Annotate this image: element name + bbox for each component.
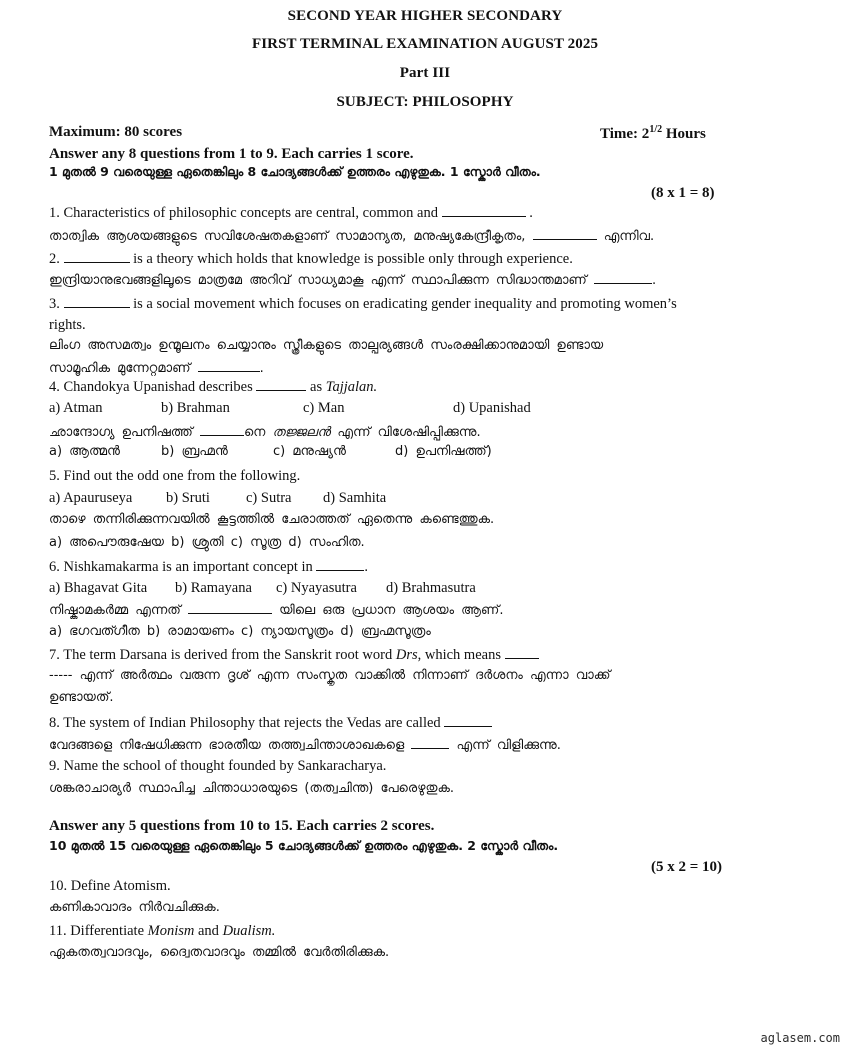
answer-blank <box>594 271 652 284</box>
question-1: 1. Characteristics of philosophic concepts are central, common and . <box>49 205 533 221</box>
option-a: a) Apauruseya <box>49 490 133 506</box>
answer-blank <box>316 558 364 571</box>
question-9: 9. Name the school of thought founded by Sankaracharya. <box>49 758 387 774</box>
source-watermark: aglasem.com <box>760 1031 840 1045</box>
section2-instruction-ml: 10 മുതൽ 15 വരെയുള്ള ഏതെങ്കിലും 5 ചോദ്യങ്ങൾക്ക് ഉത്തരം എഴുതുക. 2 സ്കോർ വീതം. <box>49 838 559 853</box>
time-allowed: Time: $2^{1/2}$ Hours <box>600 124 706 142</box>
question-11: 11. Differentiate Monism and Dualism. <box>49 923 276 939</box>
question-4-options <box>49 400 609 417</box>
answer-blank <box>64 250 130 263</box>
question-2-ml: ഇന്ദ്രിയാനുഭവങ്ങളിലൂടെ മാത്രമേ അറിവ് സാധ്യമാകൂ എന്ന് സ്ഥാപിക്കുന്ന സിദ്ധാന്തമാണ് . <box>49 273 657 288</box>
question-7-ml: ----- എന്ന് അർത്ഥം വരുന്ന ദൃശ് എന്ന സംസ്കൃത വാക്കിൽ നിന്നാണ് ദർശനം എന്നാ വാക്ക് <box>49 668 611 683</box>
question-10: 10. Define Atomism. <box>49 878 171 894</box>
question-9-ml: ശങ്കരാചാര്യർ സ്ഥാപിച്ച ചിന്താധാരയുടെ (തത്വചിന്ത) പേരെഴുതുക. <box>49 781 454 796</box>
question-8: 8. The system of Indian Philosophy that rejects the Vedas are called <box>49 714 492 732</box>
option-d: d) Samhita <box>323 490 387 506</box>
option-c: c) Sutra <box>246 490 292 506</box>
option-a: a) Atman <box>49 400 103 416</box>
question-5: 5. Find out the odd one from the following. <box>49 468 301 484</box>
question-5-options-ml: a) അപൌരുഷേയ b) ശ്രുതി c) സൂത്ര d) സംഹിത. <box>49 535 365 550</box>
question-3: 3. is a social movement which focuses on eradicating gender inequality and promoting women’s <box>49 296 677 312</box>
exam-part: Part III <box>399 65 451 81</box>
answer-blank <box>442 204 526 217</box>
exam-subject: SUBJECT: PHILOSOPHY <box>336 94 514 110</box>
question-4-ml: ഛാന്ദോഗ്യ ഉപനിഷത്ത് നെ തജ്ജലൻ എന്ന് വിശേഷിപ്പിക്കുന്നു. <box>49 425 481 440</box>
exam-title: SECOND YEAR HIGHER SECONDARY <box>287 8 563 24</box>
maximum-score: Maximum: 80 scores <box>49 124 183 140</box>
exam-name: FIRST TERMINAL EXAMINATION AUGUST 2025 <box>251 36 599 52</box>
question-3-cont: rights. <box>49 317 86 333</box>
option-d: d) Brahmasutra <box>386 580 476 596</box>
option-b: b) Sruti <box>166 490 210 506</box>
answer-blank <box>505 646 539 659</box>
question-5-options <box>49 490 386 507</box>
option-b: b) Brahman <box>161 400 230 416</box>
question-10-ml: കണികാവാദം നിർവചിക്കുക. <box>49 900 220 915</box>
option-a: a) Bhagavat Gita <box>49 580 148 596</box>
question-1-ml: താത്വിക ആശയങ്ങളുടെ സവിശേഷതകളാണ് സാമാന്യത, മനുഷ്യകേന്ദ്രീകൃതം, എന്നിവ. <box>49 229 655 244</box>
answer-blank <box>200 423 244 436</box>
question-5-ml: താഴെ തന്നിരിക്കുന്നവയിൽ കൂട്ടത്തിൽ ചേരാത്തത് ഏതെന്നു കണ്ടെത്തുക. <box>49 512 495 527</box>
answer-blank <box>198 359 260 372</box>
question-3-ml-cont: സാമൂഹിക മുന്നേറ്റമാണ് . <box>49 361 264 376</box>
question-4-options-ml: a) ആത്മൻ b) ബ്രഹ്മൻ c) മനുഷ്യൻ d) ഉപനിഷത്ത്) <box>49 444 492 459</box>
option-c: c) Man <box>303 400 345 416</box>
section1-scoring: (8 x 1 = 8) <box>651 185 715 201</box>
section1-instruction: Answer any 8 questions from 1 to 9. Each carries 1 score. <box>49 146 414 162</box>
question-6-ml: നിഷ്കാമകർമ്മ എന്നത് യിലെ ഒരു പ്രധാന ആശയം ആണ്. <box>49 603 504 618</box>
answer-blank <box>256 378 306 391</box>
answer-blank <box>411 736 449 749</box>
question-7: 7. The term Darsana is derived from the Sanskrit root word Drs, which means <box>49 646 539 664</box>
question-7-ml-cont: ഉണ്ടായത്. <box>49 690 114 705</box>
answer-blank <box>188 601 272 614</box>
question-2: 2. is a theory which holds that knowledge is possible only through experience. <box>49 251 573 267</box>
option-b: b) Ramayana <box>175 580 252 596</box>
section1-instruction-ml: 1 മുതൽ 9 വരെയുള്ള ഏതെങ്കിലും 8 ചോദ്യങ്ങൾക്ക് ഉത്തരം എഴുതുക. 1 സ്കോർ വീതം. <box>49 164 541 179</box>
option-d: d) Upanishad <box>453 400 531 416</box>
question-6-options <box>49 580 476 597</box>
question-8-ml: വേദങ്ങളെ നിഷേധിക്കുന്ന ഭാരതീയ തത്ത്വചിന്താശാഖകളെ എന്ന് വിളിക്കുന്നു. <box>49 738 561 753</box>
answer-blank <box>533 227 597 240</box>
section2-scoring: (5 x 2 = 10) <box>651 859 723 875</box>
answer-blank <box>444 714 492 727</box>
question-6-options-ml: a) ഭഗവത്ഗീത b) രാമായണം c) ന്യായസൂത്രം d) ബ്രഹ്മസൂത്രം <box>49 624 431 639</box>
question-4: 4. Chandokya Upanishad describes as Tajjalan. <box>49 379 378 395</box>
answer-blank <box>64 295 130 308</box>
question-3-ml: ലിംഗ അസമത്വം ഉന്മൂലനം ചെയ്യാനും സ്ത്രീകളുടെ താല്പര്യങ്ങൾ സംരക്ഷിക്കാനുമായി ഉണ്ടായ <box>49 338 604 353</box>
question-6: 6. Nishkamakarma is an important concept in . <box>49 559 368 575</box>
option-c: c) Nyayasutra <box>276 580 357 596</box>
section2-instruction: Answer any 5 questions from 10 to 15. Each carries 2 scores. <box>49 818 435 834</box>
question-11-ml: ഏകതത്വവാദവും, ദ്വൈതവാദവും തമ്മിൽ വേർതിരിക്കുക. <box>49 945 390 960</box>
